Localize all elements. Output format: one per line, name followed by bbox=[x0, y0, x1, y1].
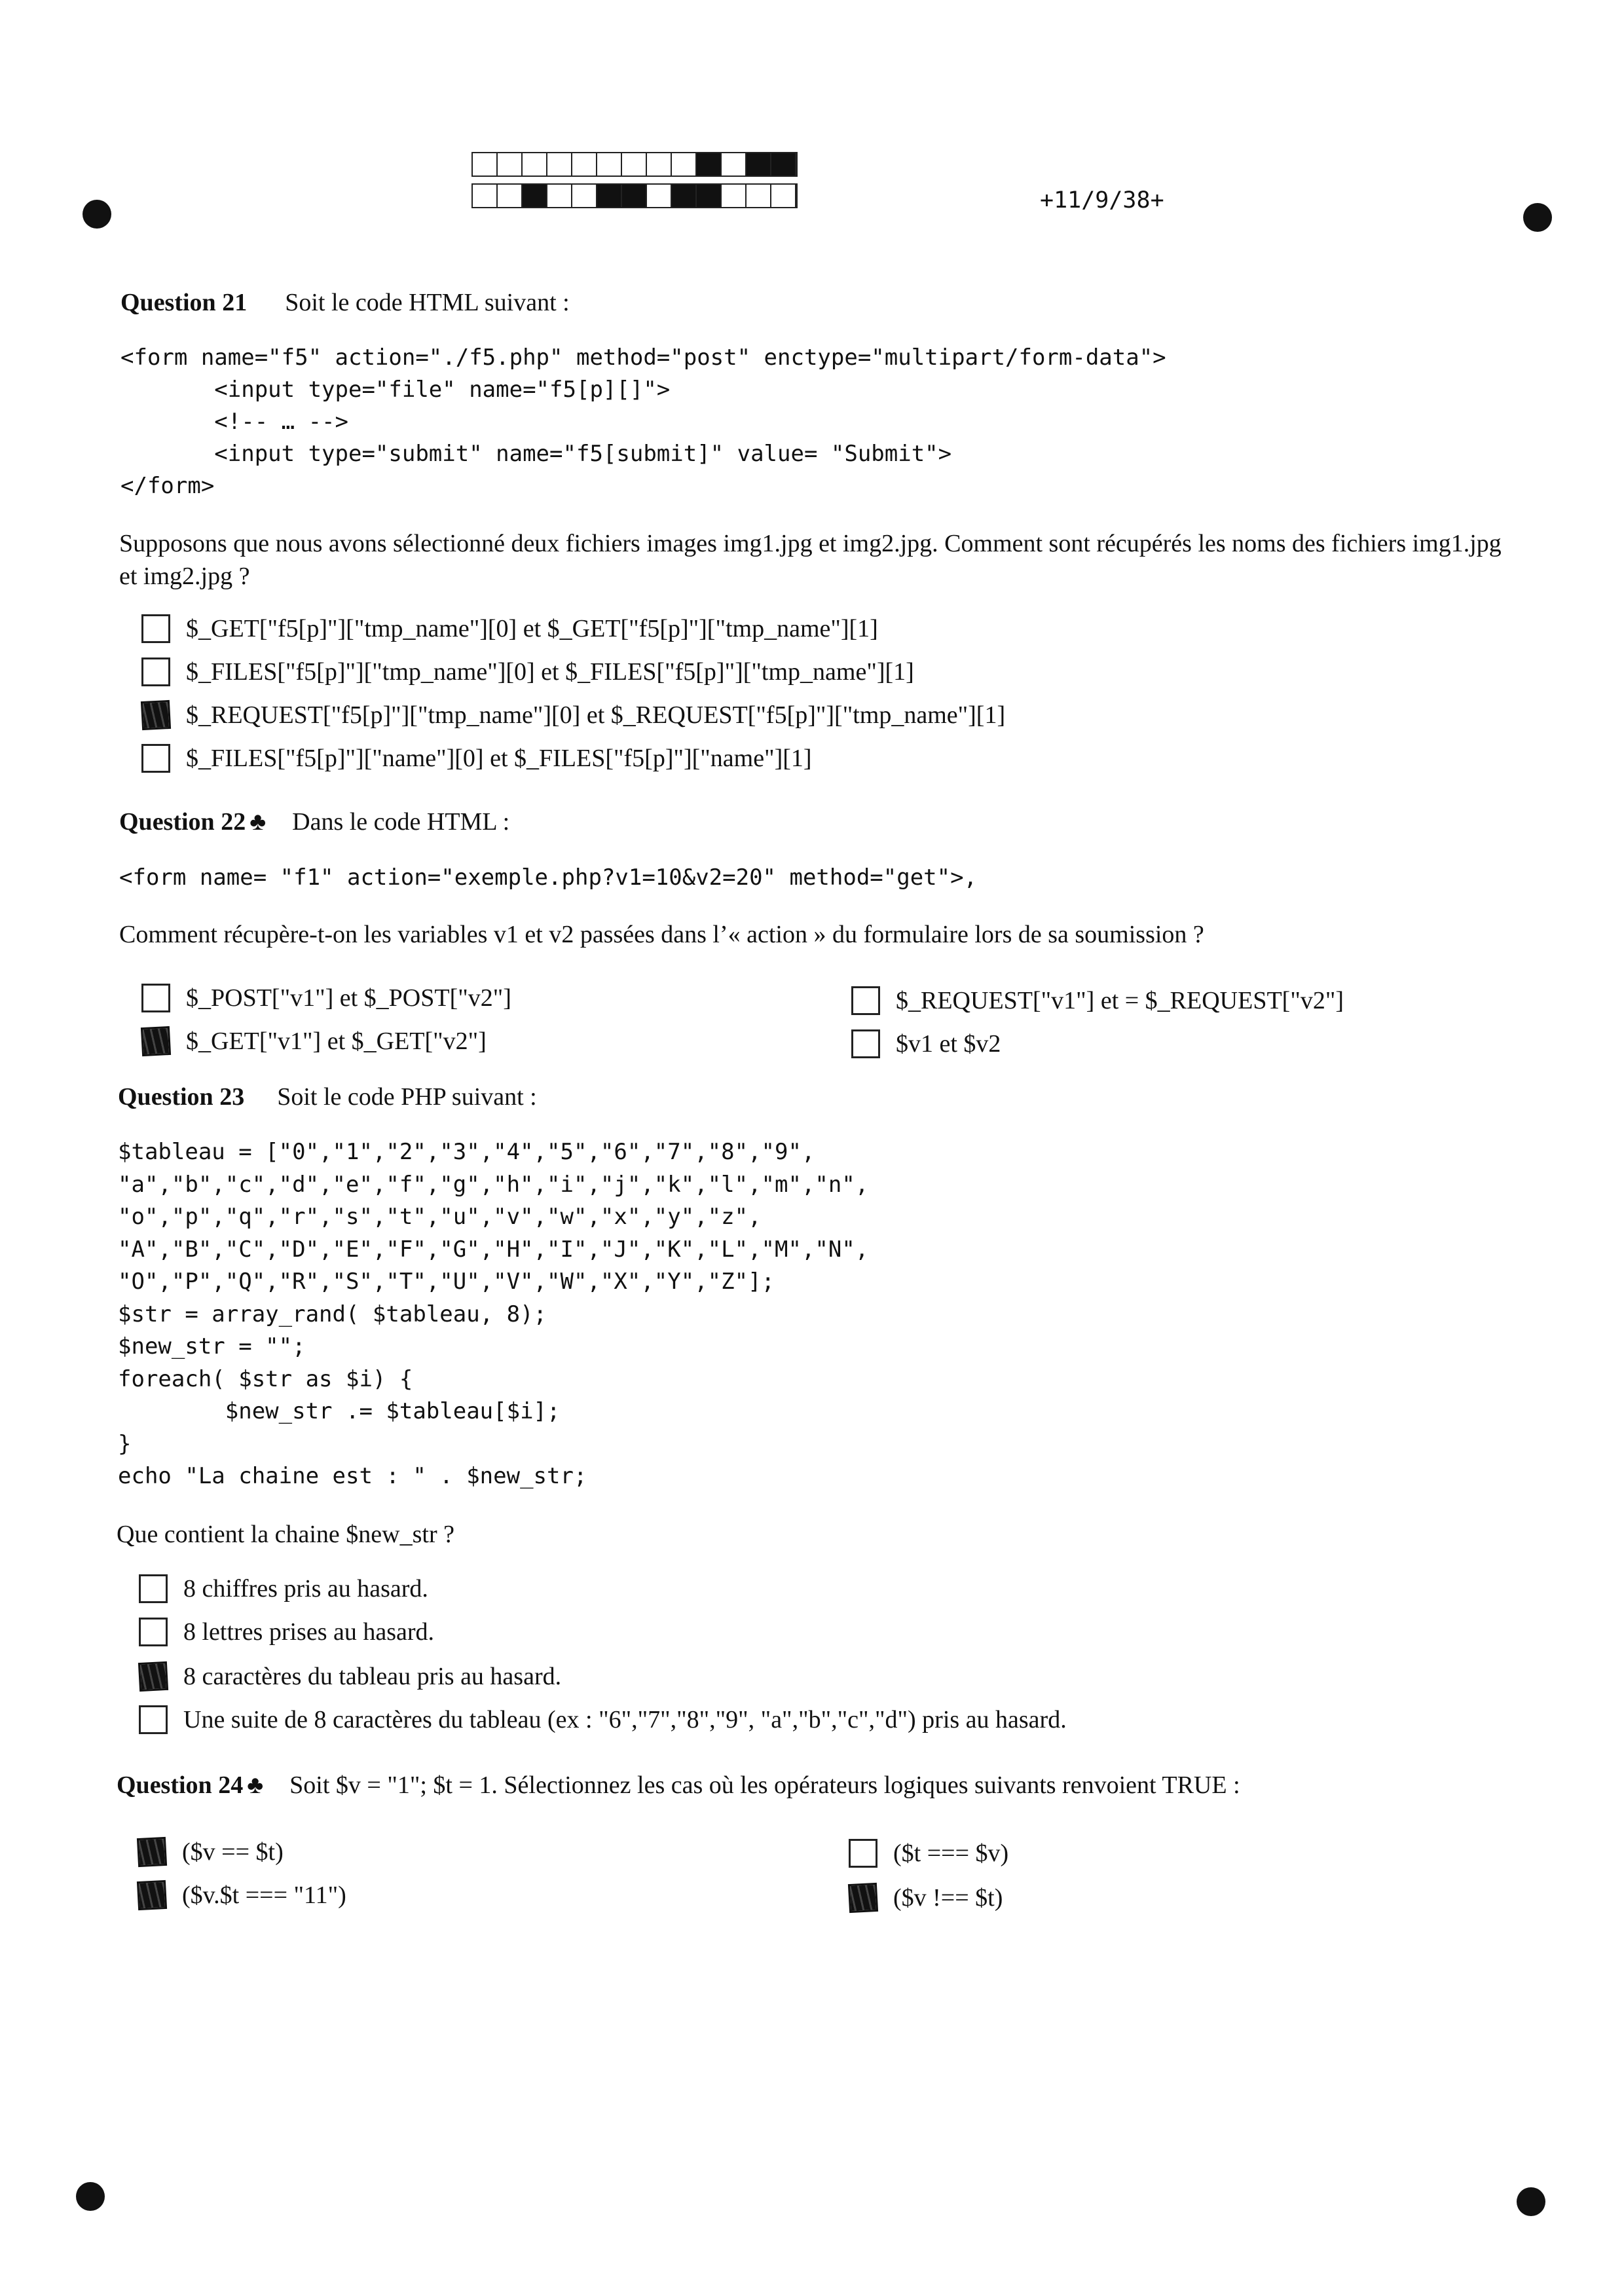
question-24-option-1[interactable] bbox=[138, 1838, 284, 1866]
barcode-cell bbox=[647, 185, 672, 207]
question-22-option-2[interactable] bbox=[141, 1027, 487, 1056]
code-line: <input type="file" name="f5[p][]"> bbox=[120, 377, 671, 403]
question-23-option-3[interactable] bbox=[139, 1662, 561, 1691]
club-icon: ♣ bbox=[247, 1771, 264, 1799]
question-22-text: Comment récupère-t-on les variables v1 et v2 passées dans l’« action » du formulaire lors de sa soumission ? bbox=[119, 921, 1204, 948]
checkbox-checked[interactable] bbox=[137, 1837, 167, 1867]
question-23-label: Question 23 bbox=[118, 1083, 245, 1111]
barcode-cell bbox=[572, 185, 597, 207]
checkbox-checked[interactable] bbox=[138, 1661, 168, 1692]
barcode-cell bbox=[697, 185, 722, 207]
barcode-cell bbox=[597, 185, 622, 207]
option-label: ($v.$t === "11") bbox=[182, 1881, 346, 1909]
question-23-option-4[interactable] bbox=[139, 1705, 1067, 1734]
checkbox[interactable] bbox=[851, 1029, 880, 1058]
barcode-row-2 bbox=[471, 183, 798, 208]
question-24-intro: Soit $v = "1"; $t = 1. Sélectionnez les cas où les opérateurs logiques suivants renvoient TRUE : bbox=[289, 1771, 1240, 1799]
checkbox[interactable] bbox=[141, 984, 170, 1012]
option-label: $v1 et $v2 bbox=[896, 1030, 1001, 1058]
option-label: ($v !== $t) bbox=[893, 1884, 1003, 1912]
code-line: "A","B","C","D","E","F","G","H","I","J","K","L","M","N", bbox=[118, 1236, 869, 1263]
barcode-cell bbox=[722, 153, 747, 176]
question-23-option-2[interactable] bbox=[139, 1618, 434, 1646]
barcode-row-1 bbox=[471, 152, 798, 177]
barcode-cell bbox=[622, 153, 647, 176]
barcode-cell bbox=[523, 185, 547, 207]
code-line: foreach( $str as $i) { bbox=[118, 1365, 413, 1392]
question-21-text: Supposons que nous avons sélectionné deux fichiers images img1.jpg et img2.jpg. Comment sont récupérés les noms des fichiers img1.jpg et img2.jpg ? bbox=[119, 530, 1502, 590]
question-23-intro: Soit le code PHP suivant : bbox=[277, 1083, 537, 1111]
code-line: $new_str = ""; bbox=[118, 1333, 306, 1360]
question-24-option-3[interactable] bbox=[849, 1839, 1008, 1868]
option-label: Une suite de 8 caractères du tableau (ex : "6","7","8","9", "a","b","c","d") pris au hasard. bbox=[183, 1706, 1067, 1733]
code-line: } bbox=[118, 1430, 132, 1457]
code-line: <input type="submit" name="f5[submit]" value= "Submit"> bbox=[120, 441, 952, 467]
option-label: $_GET["v1"] et $_GET["v2"] bbox=[186, 1028, 487, 1055]
checkbox[interactable] bbox=[139, 1705, 168, 1734]
barcode-cell bbox=[498, 185, 523, 207]
code-line: $tableau = ["0","1","2","3","4","5","6","7","8","9", bbox=[118, 1139, 815, 1165]
code-line: <form name="f5" action="./f5.php" method="post" enctype="multipart/form-data"> bbox=[120, 344, 1166, 371]
registration-dot-top-left bbox=[83, 200, 111, 229]
checkbox[interactable] bbox=[851, 986, 880, 1015]
barcode-cell bbox=[547, 153, 572, 176]
option-label: ($v == $t) bbox=[182, 1838, 284, 1866]
question-24-option-2[interactable] bbox=[138, 1881, 346, 1910]
checkbox[interactable] bbox=[849, 1839, 877, 1868]
question-24-label: Question 24 bbox=[117, 1771, 244, 1799]
barcode-cell bbox=[747, 185, 771, 207]
question-22-code: <form name= "f1" action="exemple.php?v1=10&v2=20" method="get">, bbox=[119, 864, 978, 891]
question-21-title bbox=[120, 288, 570, 317]
barcode-cell bbox=[771, 185, 796, 207]
question-22-title bbox=[119, 807, 509, 836]
barcode-cell bbox=[547, 185, 572, 207]
checkbox[interactable] bbox=[141, 614, 170, 643]
barcode-cell bbox=[722, 185, 747, 207]
question-21-code bbox=[120, 342, 1166, 502]
question-23-option-1[interactable] bbox=[139, 1574, 428, 1603]
checkbox[interactable] bbox=[139, 1618, 168, 1646]
question-23-text: Que contient la chaine $new_str ? bbox=[117, 1521, 454, 1548]
option-label: ($t === $v) bbox=[893, 1840, 1009, 1867]
club-icon: ♣ bbox=[249, 808, 267, 836]
code-line: <!-- … --> bbox=[120, 409, 348, 435]
checkbox-checked[interactable] bbox=[141, 700, 171, 730]
barcode-cell bbox=[647, 153, 672, 176]
barcode-cell bbox=[473, 185, 498, 207]
question-22-option-4[interactable] bbox=[851, 1029, 1001, 1058]
question-21-option-4[interactable] bbox=[141, 744, 812, 773]
checkbox-checked[interactable] bbox=[848, 1883, 878, 1913]
question-22-label: Question 22 bbox=[119, 808, 246, 836]
question-23-title bbox=[118, 1083, 537, 1111]
question-22-option-1[interactable] bbox=[141, 984, 511, 1012]
barcode-cell bbox=[523, 153, 547, 176]
checkbox-checked[interactable] bbox=[141, 1026, 171, 1056]
registration-dot-top-right bbox=[1523, 203, 1552, 232]
option-label: 8 chiffres pris au hasard. bbox=[183, 1575, 428, 1602]
code-line: echo "La chaine est : " . $new_str; bbox=[118, 1463, 587, 1489]
barcode-cell bbox=[771, 153, 796, 176]
code-line: $new_str .= $tableau[$i]; bbox=[118, 1398, 561, 1424]
page-code: +11/9/38+ bbox=[1040, 187, 1164, 213]
barcode-cell bbox=[572, 153, 597, 176]
barcode-cell bbox=[672, 153, 697, 176]
registration-dot-bottom-left bbox=[76, 2182, 105, 2211]
barcode-cell bbox=[747, 153, 771, 176]
option-label: $_FILES["f5[p]"]["tmp_name"][0] et $_FILES["f5[p]"]["tmp_name"][1] bbox=[186, 658, 914, 686]
question-22-intro: Dans le code HTML : bbox=[292, 808, 510, 836]
question-21-intro: Soit le code HTML suivant : bbox=[285, 289, 570, 316]
checkbox-checked[interactable] bbox=[137, 1880, 167, 1910]
question-21-option-1[interactable] bbox=[141, 614, 878, 643]
option-label: $_GET["f5[p]"]["tmp_name"][0] et $_GET["f5[p]"]["tmp_name"][1] bbox=[186, 615, 878, 642]
question-22-option-3[interactable] bbox=[851, 986, 1344, 1015]
code-line: "a","b","c","d","e","f","g","h","i","j","k","l","m","n", bbox=[118, 1171, 869, 1198]
checkbox[interactable] bbox=[139, 1574, 168, 1603]
question-21-option-3[interactable] bbox=[141, 701, 1005, 730]
question-21-option-2[interactable] bbox=[141, 657, 914, 686]
option-label: $_POST["v1"] et $_POST["v2"] bbox=[186, 984, 511, 1012]
option-label: $_FILES["f5[p]"]["name"][0] et $_FILES["f5[p]"]["name"][1] bbox=[186, 745, 812, 772]
checkbox[interactable] bbox=[141, 744, 170, 773]
barcode-cell bbox=[672, 185, 697, 207]
option-label: 8 caractères du tableau pris au hasard. bbox=[183, 1663, 562, 1690]
barcode-cell bbox=[622, 185, 647, 207]
barcode-cell bbox=[473, 153, 498, 176]
question-21-label: Question 21 bbox=[120, 289, 248, 316]
question-23-code bbox=[118, 1136, 868, 1493]
checkbox[interactable] bbox=[141, 657, 170, 686]
barcode-cell bbox=[597, 153, 622, 176]
code-line: "o","p","q","r","s","t","u","v","w","x","y","z", bbox=[118, 1204, 762, 1230]
question-24-title bbox=[117, 1771, 1240, 1800]
barcode-cell bbox=[697, 153, 722, 176]
barcode-cell bbox=[498, 153, 523, 176]
option-label: 8 lettres prises au hasard. bbox=[183, 1618, 435, 1646]
registration-dot-bottom-right bbox=[1517, 2187, 1545, 2216]
code-line: </form> bbox=[120, 473, 215, 499]
code-line: "O","P","Q","R","S","T","U","V","W","X","Y","Z"]; bbox=[118, 1268, 775, 1295]
question-24-option-4[interactable] bbox=[849, 1883, 1003, 1912]
option-label: $_REQUEST["f5[p]"]["tmp_name"][0] et $_REQUEST["f5[p]"]["tmp_name"][1] bbox=[186, 701, 1006, 729]
option-label: $_REQUEST["v1"] et = $_REQUEST["v2"] bbox=[896, 987, 1344, 1014]
code-line: $str = array_rand( $tableau, 8); bbox=[118, 1301, 547, 1327]
